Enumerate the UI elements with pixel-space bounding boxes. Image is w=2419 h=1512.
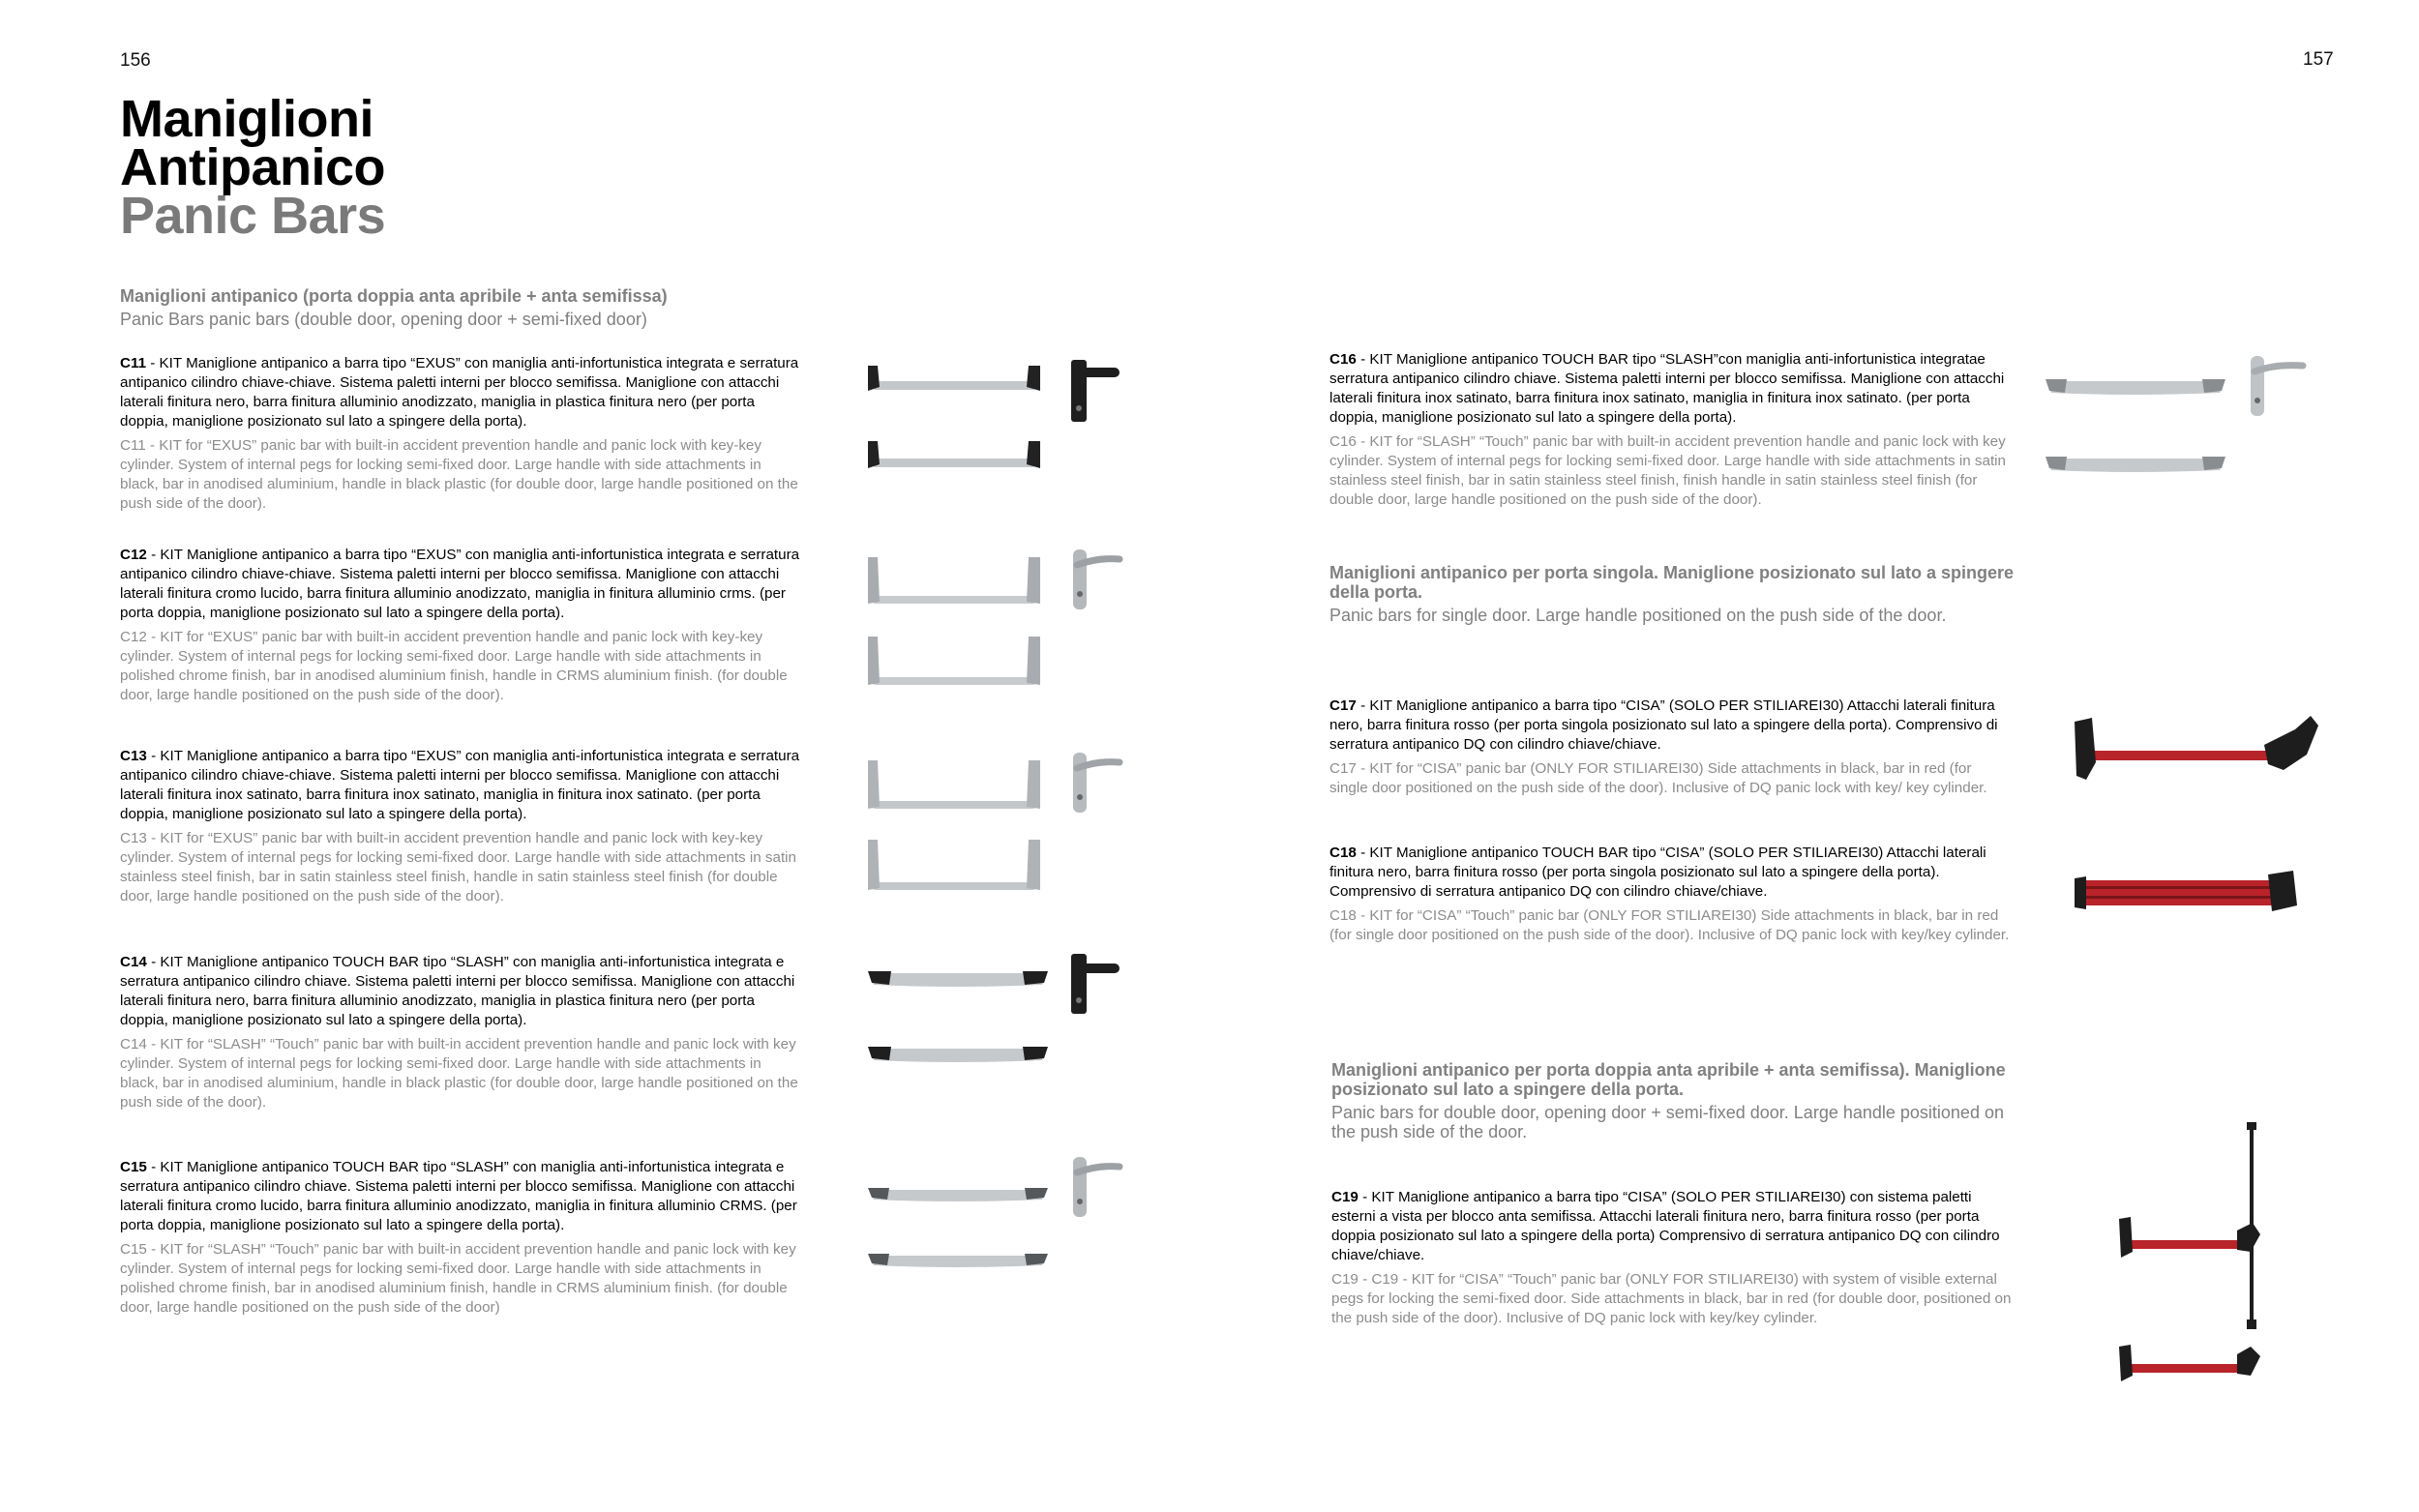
product-desc-en: C11 - KIT for “EXUS” panic bar with built-in accident prevention handle and panic lock with key-key cylinder. System of internal pegs for locking semi-fixed door. Large handle with side attachments in black, bar in anodised aluminium, handle in black plastic (for double door, large handle positioned on the push side of the door). bbox=[120, 437, 798, 512]
c12-product-image bbox=[866, 548, 1137, 693]
product-c18 bbox=[1329, 844, 2013, 945]
section-heading-double-door bbox=[120, 286, 817, 329]
touch-bar-icon bbox=[868, 1254, 1048, 1267]
c14-product-image bbox=[866, 952, 1137, 1078]
product-desc-it: - KIT Maniglione antipanico a barra tipo “EXUS” con maniglia anti-infortunistica integrata e serratura antipanico cilindro chiave-chiave. Sistema paletti interni per blocco semifissa. Maniglione con attacchi laterali finitura inox satinato, barra finitura inox satinato, maniglia in finitura inox satinato. (per porta doppia, maniglione posizionato sul lato a spingere della porta). bbox=[120, 748, 800, 822]
product-c15 bbox=[120, 1158, 803, 1318]
title-line-3: Panic Bars bbox=[120, 187, 386, 245]
c18-product-image bbox=[2075, 867, 2307, 925]
door-handle-icon bbox=[1071, 360, 1120, 422]
product-desc-it: - KIT Maniglione antipanico a barra tipo “CISA” (SOLO PER STILIAREI30) con sistema paletti esterni a vista per blocco anta semifissa. Attacchi laterali finitura nero, barra finitura rosso (per porta doppia posizionato sul lato a spingere della porta) Comprensivo di serratura antipanico DQ con cilindro chiave/chiave. bbox=[1331, 1189, 2000, 1263]
product-c19 bbox=[1331, 1188, 2015, 1328]
section-heading-it: Maniglioni antipanico per porta singola. Maniglione posizionato sul lato a spingere della porta. bbox=[1329, 563, 2015, 602]
section-heading-double-door-2 bbox=[1331, 1060, 2028, 1141]
product-code: C12 bbox=[120, 547, 147, 563]
panic-bar-icon bbox=[868, 557, 1040, 604]
product-c12 bbox=[120, 546, 803, 705]
product-c17 bbox=[1329, 697, 2013, 798]
touch-bar-icon bbox=[868, 1047, 1048, 1062]
c15-product-image bbox=[866, 1155, 1137, 1281]
product-code: C17 bbox=[1329, 697, 1357, 714]
section-heading-en: Panic Bars panic bars (double door, opening door + semi-fixed door) bbox=[120, 310, 647, 329]
product-desc-it: - KIT Maniglione antipanico a barra tipo “EXUS” con maniglia anti-infortunistica integrata e serratura antipanico cilindro chiave-chiave. Sistema paletti interni per blocco semifissa. Maniglione con attacchi laterali finitura cromo lucido, barra finitura alluminio anodizzato, maniglia in finitura alluminio crms. (per porta doppia, maniglione posizionato sul lato a spingere della porta). bbox=[120, 547, 800, 621]
door-handle-icon bbox=[1073, 549, 1120, 609]
door-handle-icon bbox=[1073, 753, 1120, 813]
c19-product-image bbox=[2115, 1122, 2270, 1388]
title-line-2: Antipanico bbox=[120, 138, 385, 196]
c17-product-image bbox=[2071, 712, 2322, 789]
c16-product-image bbox=[2044, 354, 2314, 489]
product-code: C16 bbox=[1329, 351, 1357, 368]
product-desc-en: C13 - KIT for “EXUS” panic bar with built-in accident prevention handle and panic lock with key-key cylinder. System of internal pegs for locking semi-fixed door. Large handle with side attachments in satin stainless steel finish, bar in satin stainless steel finish, handle in satin stainless steel finish (for double door, large handle positioned on the push side of the door). bbox=[120, 830, 796, 904]
product-c16 bbox=[1329, 350, 2013, 510]
panic-bar-icon bbox=[2119, 1345, 2260, 1381]
product-code: C19 bbox=[1331, 1189, 1359, 1205]
door-handle-icon bbox=[1071, 954, 1120, 1014]
product-desc-en: C14 - KIT for “SLASH” “Touch” panic bar with built-in accident prevention handle and panic lock with key cylinder. System of internal pegs for locking semi-fixed door. Large handle with side attachments in black, bar in anodised aluminium, handle in black plastic (for double door, large handle positioned on the push side of the door). bbox=[120, 1036, 798, 1111]
panic-bar-icon bbox=[2075, 716, 2318, 780]
door-handle-icon bbox=[2251, 356, 2303, 416]
product-code: C15 bbox=[120, 1159, 147, 1175]
door-handle-icon bbox=[1073, 1157, 1120, 1217]
panic-bar-with-rods-icon bbox=[2119, 1122, 2260, 1329]
product-desc-en: C18 - KIT for “CISA” “Touch” panic bar (ONLY FOR STILIAREI30) Side attachments in black, bar in red (for single door positioned on the push side of the door). Inclusive of DQ panic lock with key/key cylinder. bbox=[1329, 907, 2010, 943]
product-desc-en: C12 - KIT for “EXUS” panic bar with built-in accident prevention handle and panic lock with key-key cylinder. System of internal pegs for locking semi-fixed door. Large handle with side attachments in polished chrome finish, bar in anodised aluminium finish, handle in CRMS aluminium finish. (for double door, large handle positioned on the push side of the door). bbox=[120, 629, 788, 703]
product-desc-en: C16 - KIT for “SLASH” “Touch” panic bar with built-in accident prevention handle and panic lock with key cylinder. System of internal pegs for locking semi-fixed door. Large handle with side attachments in satin stainless steel finish, bar in satin stainless steel finish, finish handle in satin stainless steel finish (for double door, large handle positioned on the push side of the door). bbox=[1329, 433, 2006, 508]
touch-bar-icon bbox=[2075, 871, 2297, 911]
product-desc-it: - KIT Maniglione antipanico TOUCH BAR tipo “SLASH” con maniglia anti-infortunistica integrata e serratura antipanico cilindro chiave. Sistema paletti interni per blocco semifissa. Maniglione con attacchi laterali finitura nero, barra finitura alluminio anodizzato, maniglia in plastica finitura nero (per porta doppia, maniglione posizionato sul lato a spingere della porta). bbox=[120, 954, 795, 1028]
product-desc-en: C19 - C19 - KIT for “CISA” “Touch” panic bar (ONLY FOR STILIAREI30) with system of visible external pegs for locking the semi-fixed door. Side attachments in black, bar in red (for double door, positioned on the push side of the door). Inclusive of DQ panic lock with key/key cylinder. bbox=[1331, 1271, 2012, 1326]
product-desc-it: - KIT Maniglione antipanico TOUCH BAR tipo “SLASH” con maniglia anti-infortunistica integrata e serratura antipanico cilindro chiave. Sistema paletti interni per blocco semifissa. Maniglione con attacchi laterali finitura cromo lucido, barra finitura alluminio anodizzato, maniglia in finitura alluminio CRMS. (per porta doppia, maniglione posizionato sul lato a spingere della porta). bbox=[120, 1159, 797, 1233]
page-number-left: 156 bbox=[120, 50, 151, 71]
c13-product-image bbox=[866, 751, 1137, 896]
page-title bbox=[120, 90, 386, 245]
panic-bar-icon bbox=[868, 441, 1040, 468]
product-desc-en: C17 - KIT for “CISA” panic bar (ONLY FOR STILIAREI30) Side attachments in black, bar in red (for single door positioned on the push side of the door). Inclusive of DQ panic lock with key/ key cylinder. bbox=[1329, 760, 1987, 796]
product-c13 bbox=[120, 747, 803, 906]
product-code: C13 bbox=[120, 748, 147, 764]
product-code: C11 bbox=[120, 355, 147, 371]
touch-bar-icon bbox=[868, 1188, 1048, 1201]
panic-bar-icon bbox=[868, 760, 1040, 809]
panic-bar-icon bbox=[868, 840, 1040, 890]
touch-bar-icon bbox=[2046, 379, 2225, 395]
section-heading-single-door bbox=[1329, 563, 2026, 625]
product-c11 bbox=[120, 354, 803, 514]
product-desc-it: - KIT Maniglione antipanico TOUCH BAR tipo “CISA” (SOLO PER STILIAREI30) Attacchi laterali finitura nero, barra finitura rosso (per porta singola posizionato sul lato a spingere della porta). Comprensivo di serratura antipanico DQ con cilindro chiave/chiave. bbox=[1329, 845, 1986, 900]
section-heading-en: Panic bars for single door. Large handle positioned on the push side of the door. bbox=[1329, 606, 1947, 625]
product-code: C14 bbox=[120, 954, 147, 970]
product-code: C18 bbox=[1329, 845, 1357, 861]
panic-bar-icon bbox=[868, 366, 1040, 391]
touch-bar-icon bbox=[2046, 457, 2225, 472]
product-desc-en: C15 - KIT for “SLASH” “Touch” panic bar with built-in accident prevention handle and panic lock with key cylinder. System of internal pegs for locking semi-fixed door. Large handle with side attachments in polished chrome finish, bar in anodised aluminium finish, handle in CRMS aluminium finish. (for double door, large handle positioned on the push side of the door) bbox=[120, 1241, 796, 1316]
section-heading-it: Maniglioni antipanico (porta doppia anta apribile + anta semifissa) bbox=[120, 286, 668, 306]
touch-bar-icon bbox=[868, 971, 1048, 987]
product-c14 bbox=[120, 953, 803, 1112]
product-desc-it: - KIT Maniglione antipanico a barra tipo “EXUS” con maniglia anti-infortunistica integrata e serratura antipanico cilindro chiave-chiave. Sistema paletti interni per blocco semifissa. Maniglione con attacchi laterali finitura nero, barra finitura alluminio anodizzato, maniglia in plastica finitura nero (per porta doppia, maniglione posizionato sul lato a spingere della porta). bbox=[120, 355, 799, 430]
title-line-1: Maniglioni bbox=[120, 90, 373, 148]
page-number-right: 157 bbox=[2303, 49, 2334, 70]
panic-bar-icon bbox=[868, 637, 1040, 685]
section-heading-en: Panic bars for double door, opening door + semi-fixed door. Large handle positioned on the push side of the door. bbox=[1331, 1103, 2004, 1141]
product-desc-it: - KIT Maniglione antipanico TOUCH BAR tipo “SLASH”con maniglia anti-infortunistica integratae serratura antipanico cilindro chiave. Sistema paletti interni per blocco semifissa. Maniglione con attacchi laterali finitura inox satinato, barra finitura inox satinato, maniglia in finitura inox satinato. (per porta doppia, maniglione posizionato sul lato a spingere della porta). bbox=[1329, 351, 2005, 426]
section-heading-it: Maniglioni antipanico per porta doppia anta apribile + anta semifissa). Maniglione posizionato sul lato a spingere della porta. bbox=[1331, 1060, 2006, 1099]
c11-product-image bbox=[866, 358, 1137, 493]
product-desc-it: - KIT Maniglione antipanico a barra tipo “CISA” (SOLO PER STILIAREI30) Attacchi laterali finitura nero, barra finitura rosso (per porta singola posizionato sul lato a spingere della porta). Comprensivo di serratura antipanico DQ con cilindro chiave/chiave. bbox=[1329, 697, 1998, 753]
